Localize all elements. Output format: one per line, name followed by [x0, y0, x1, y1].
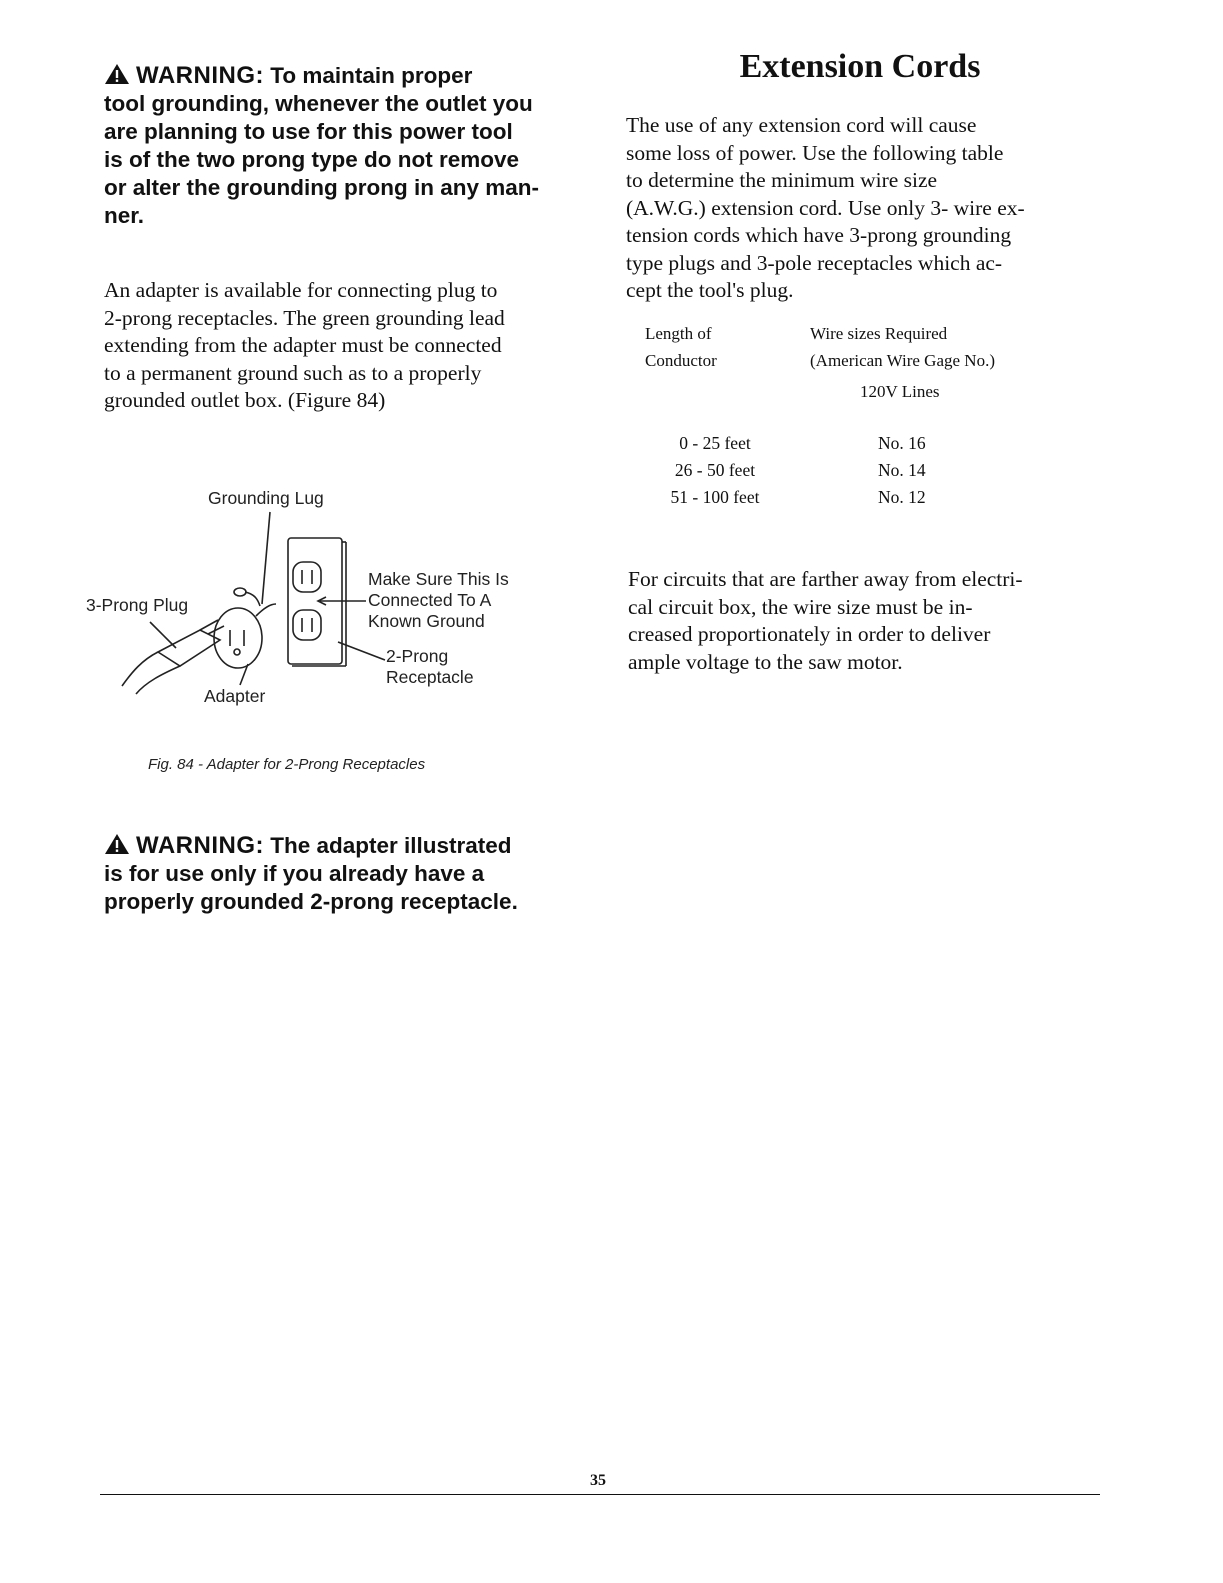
warning-lead: The adapter illustrated — [270, 833, 512, 858]
awg-cell: No. 14 — [878, 460, 926, 480]
paragraph-line: cept the tool's plug. — [626, 278, 794, 302]
adapter-figure — [80, 480, 560, 730]
warning-triangle-icon — [104, 833, 130, 855]
warning-line: is of the two prong type do not remove — [104, 147, 520, 172]
make-sure-label — [368, 569, 509, 632]
warning-line: properly grounded 2-prong receptacle. — [104, 889, 518, 914]
length-cell: 0 - 25 feet — [679, 433, 751, 453]
paragraph-line: to determine the minimum wire size — [626, 168, 938, 192]
adapter-label: Adapter — [204, 686, 266, 706]
paragraph-line: For circuits that are farther away from electri- — [628, 567, 1023, 591]
warning-adapter — [104, 832, 584, 916]
paragraph-line: creased proportionately in order to deliver — [628, 622, 991, 646]
warning-line: is for use only if you already have a — [104, 861, 485, 886]
warning-heading-line — [104, 62, 574, 90]
warning-line: tool grounding, whenever the outlet you — [104, 91, 533, 116]
length-cell: 26 - 50 feet — [674, 460, 756, 480]
paragraph-line: An adapter is available for connecting plug to — [104, 278, 498, 302]
warning-line: are planning to use for this power tool — [104, 119, 513, 144]
circuits-paragraph — [628, 566, 1108, 676]
figure-caption: Fig. 84 - Adapter for 2-Prong Receptacles — [148, 756, 426, 773]
header-line: Conductor — [645, 351, 717, 370]
paragraph-line: grounded outlet box. (Figure 84) — [104, 388, 386, 412]
warning-label: WARNING: — [136, 832, 264, 859]
paragraph-line: to a permanent ground such as to a properly — [104, 360, 482, 385]
table-header-wire — [810, 320, 995, 374]
receptacle-line: Receptacle — [386, 667, 474, 687]
warning-label: WARNING: — [136, 62, 264, 89]
make-sure-line: Make Sure This Is — [368, 569, 509, 589]
warning-line: or alter the grounding prong in any man- — [104, 175, 540, 200]
warning-grounding — [104, 62, 574, 230]
paragraph-line: 2-prong receptacles. The green grounding lead — [104, 305, 505, 330]
make-sure-line: Connected To A — [368, 590, 492, 610]
paragraph-line: type plugs and 3-pole receptacles which ac- — [626, 250, 1003, 275]
three-prong-plug-label: 3-Prong Plug — [86, 595, 189, 615]
header-line: Wire sizes Required — [810, 324, 948, 343]
adapter-paragraph — [104, 277, 584, 415]
paragraph-line: (A.W.G.) extension cord. Use only 3- wire ex- — [626, 195, 1025, 220]
header-line: (American Wire Gage No.) — [810, 351, 995, 370]
warning-lead: To maintain proper — [270, 63, 473, 88]
paragraph-line: extending from the adapter must be connected — [104, 333, 502, 357]
paragraph-line: ample voltage to the saw motor. — [628, 649, 903, 674]
section-title: Extension Cords — [739, 48, 981, 85]
awg-cell: No. 12 — [878, 487, 926, 507]
paragraph-line: some loss of power. Use the following table — [626, 140, 1004, 165]
length-cell: 51 - 100 feet — [670, 487, 760, 507]
warning-triangle-icon — [104, 63, 130, 85]
page-number: 35 — [590, 1472, 606, 1489]
paragraph-line: tension cords which have 3-prong grounding — [626, 223, 1012, 247]
warning-line: ner. — [104, 203, 145, 228]
awg-cell: No. 16 — [878, 433, 926, 453]
paragraph-line: The use of any extension cord will cause — [626, 113, 977, 137]
make-sure-line: Known Ground — [368, 611, 485, 631]
header-line: Length of — [645, 324, 712, 343]
extension-paragraph — [626, 112, 1101, 305]
table-header-voltage: 120V Lines — [860, 382, 940, 401]
warning-heading-line — [104, 832, 584, 860]
footer-divider — [100, 1494, 1100, 1495]
table-header-length — [645, 320, 717, 374]
receptacle-label — [386, 646, 474, 688]
paragraph-line: cal circuit box, the wire size must be in- — [628, 594, 973, 619]
receptacle-line: 2-Prong — [386, 646, 449, 666]
grounding-lug-label: Grounding Lug — [208, 488, 324, 508]
